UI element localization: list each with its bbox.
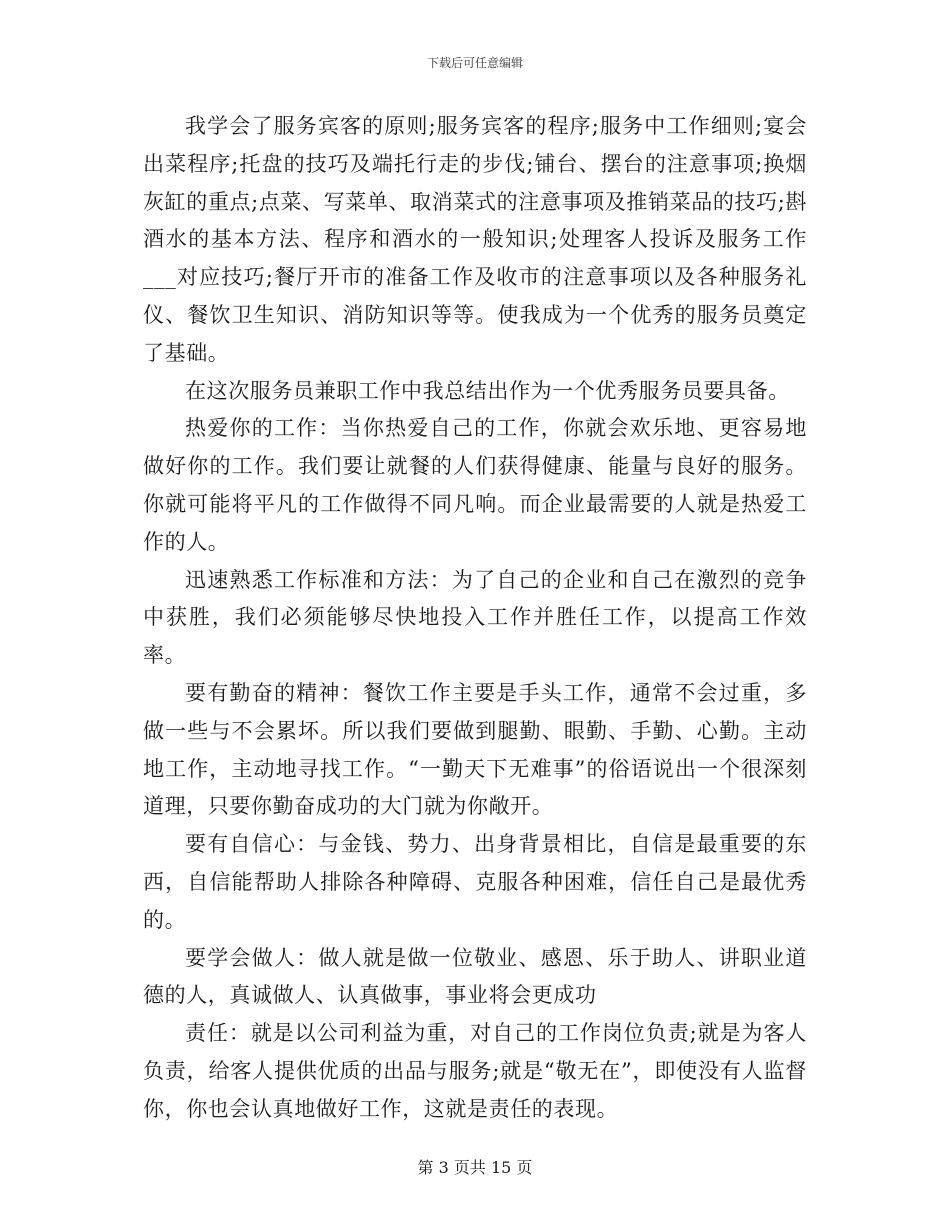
paragraph-responsibility: 责任：就是以公司利益为重，对自己的工作岗位负责;就是为客人负责，给客人提供优质的出品与服务;就是“敬无在”，即使没有人监督你，你也会认真地做好工作，这就是责任的表现。 (143, 1021, 807, 1121)
page-number-footer: 第 3 页共 15 页 (417, 1158, 533, 1177)
paragraph-summary-intro: 在这次服务员兼职工作中我总结出作为一个优秀服务员要具备。 (185, 378, 790, 403)
paragraph-familiar-standards: 迅速熟悉工作标准和方法：为了自己的企业和自己在激烈的竞争中获胜，我们必须能够尽快地投入工作并胜任工作，以提高工作效率。 (143, 567, 807, 668)
paragraph-skills-learned: 我学会了服务宾客的原则;服务宾客的程序;服务中工作细则;宴会出菜程序;托盘的技巧及端托行走的步伐;铺台、摆台的注意事项;换烟灰缸的重点;点菜、写菜单、取消菜式的注意事项及推销菜品的技巧;斟酒水的基本方法、程序和酒水的一般知识;处理客人投诉及服务工作___对应技巧;餐厅开市的准备工作及收市的注意事项以及各种服务礼仪、餐饮卫生知识、消防知识等等。使我成为一个优秀的服务员奠定了基础。 (143, 114, 807, 365)
document-body (143, 108, 807, 1129)
paragraph-love-work: 热爱你的工作：当你热爱自己的工作，你就会欢乐地、更容易地做好你的工作。我们要让就餐的人们获得健康、能量与良好的服务。你就可能将平凡的工作做得不同凡响。而企业最需要的人就是热爱工作的人。 (143, 416, 807, 554)
page-header-note: 下载后可任意编辑 (426, 56, 523, 70)
paragraph-be-a-good-person: 要学会做人：做人就是做一位敬业、感恩、乐于助人、讲职业道德的人，真诚做人、认真做事，事业将会更成功 (143, 945, 807, 1008)
paragraph-diligence: 要有勤奋的精神：餐饮工作主要是手头工作，通常不会过重，多做一些与不会累坏。所以我们要做到腿勤、眼勤、手勤、心勤。主动地工作，主动地寻找工作。“一勤天下无难事”的俗语说出一个很深刻道理，只要你勤奋成功的大门就为你敞开。 (143, 680, 807, 819)
paragraph-confidence: 要有自信心：与金钱、势力、出身背景相比，自信是最重要的东西，自信能帮助人排除各种障碍、克服各种困难，信任自己是最优秀的。 (143, 832, 807, 932)
